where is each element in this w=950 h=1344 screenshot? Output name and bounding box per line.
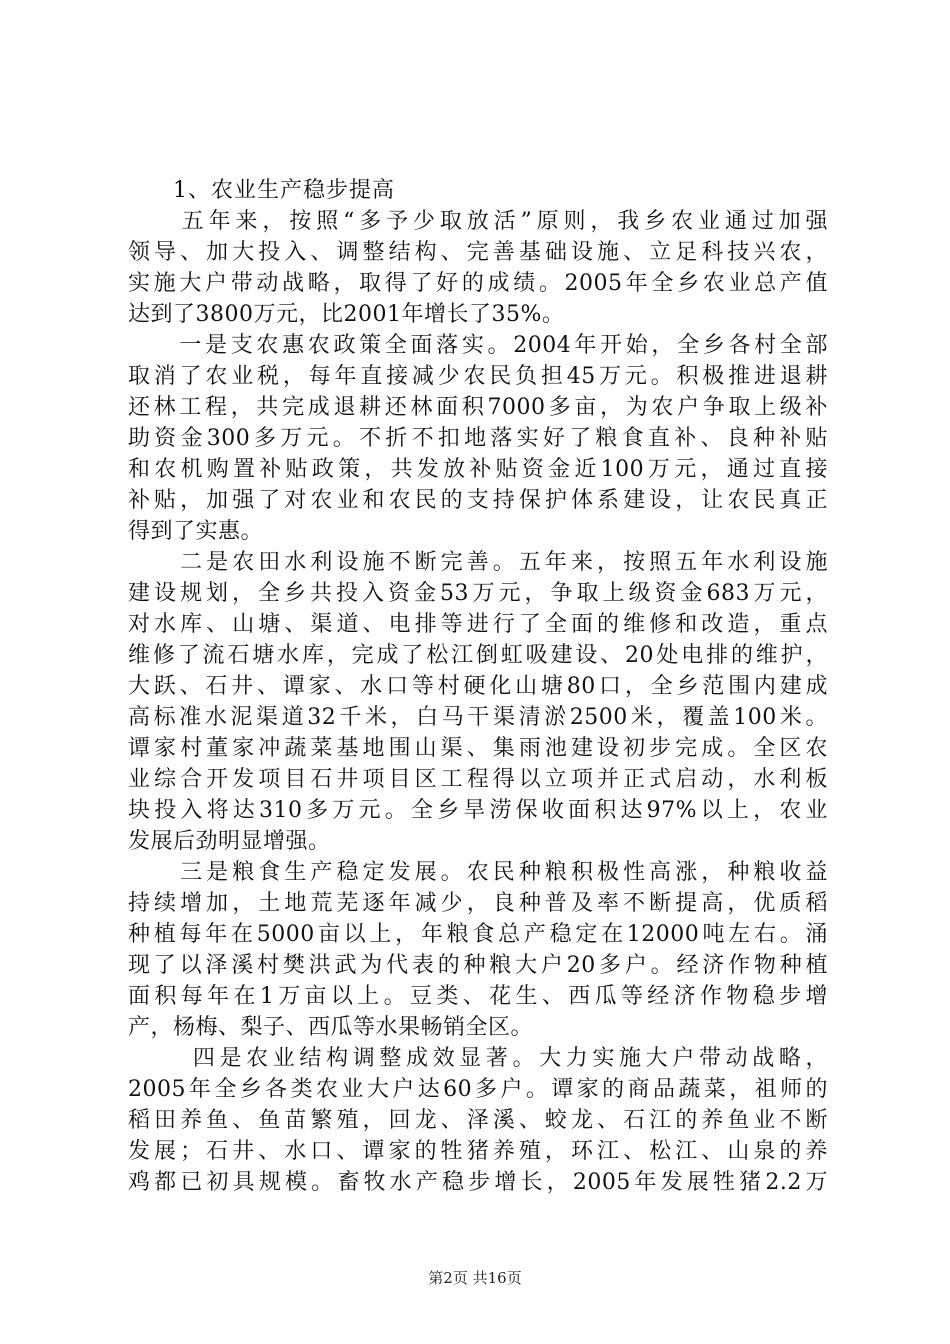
paragraph-line: 产，杨梅、梨子、西瓜等水果畅销全区。 bbox=[128, 1015, 534, 1040]
paragraph-line: 五年来，按照“多予少取放活”原则，我乡农业通过加强 bbox=[128, 209, 828, 234]
section-heading: 1、农业生产稳步提高 bbox=[173, 178, 395, 203]
paragraph-line: 和农机购置补贴政策，共发放补贴资金近100万元，通过直接 bbox=[128, 457, 828, 482]
paragraph-line: 2005年全乡各类农业大户达60多户。谭家的商品蔬菜，祖师的 bbox=[128, 1077, 828, 1102]
paragraph-line: 对水库、山塘、渠道、电排等进行了全面的维修和改造，重点 bbox=[128, 612, 828, 637]
paragraph-line: 发展；石井、水口、谭家的牲猪养殖，环江、松江、山泉的养 bbox=[128, 1139, 828, 1164]
paragraph-line: 维修了流石塘水库，完成了松江倒虹吸建设、20处电排的维护， bbox=[128, 643, 828, 668]
paragraph-line: 领导、加大投入、调整结构、完善基础设施、立足科技兴农， bbox=[128, 240, 828, 265]
paragraph-line: 业综合开发项目石井项目区工程得以立项并正式启动，水利板 bbox=[128, 767, 828, 792]
paragraph-line: 补贴，加强了对农业和农民的支持保护体系建设，让农民真正 bbox=[128, 488, 828, 513]
paragraph-line: 实施大户带动战略，取得了好的成绩。2005年全乡农业总产值 bbox=[128, 271, 828, 296]
paragraph-line: 助资金300多万元。不折不扣地落实好了粮食直补、良种补贴 bbox=[128, 426, 828, 451]
paragraph-line: 高标准水泥渠道32千米，白马干渠清淤2500米，覆盖100米。 bbox=[128, 705, 828, 730]
paragraph-line: 得到了实惠。 bbox=[128, 519, 264, 544]
paragraph-line: 建设规划，全乡共投入资金53万元，争取上级资金683万元， bbox=[128, 581, 828, 606]
paragraph-line: 现了以泽溪村樊洪武为代表的种粮大户20多户。经济作物种植 bbox=[128, 953, 828, 978]
paragraph-line: 达到了3800万元，比2001年增长了35%。 bbox=[128, 302, 565, 327]
paragraph-line: 发展后劲明显增强。 bbox=[128, 829, 331, 854]
page-number-footer: 第2页 共16页 bbox=[428, 1269, 522, 1287]
paragraph-line: 三是粮食生产稳定发展。农民种粮积极性高涨，种粮收益 bbox=[128, 860, 828, 885]
paragraph-line: 鸡都已初具规模。畜牧水产稳步增长，2005年发展牲猪2.2万 bbox=[128, 1170, 828, 1195]
paragraph-line: 面积每年在1万亩以上。豆类、花生、西瓜等经济作物稳步增 bbox=[128, 984, 828, 1009]
paragraph-line: 二是农田水利设施不断完善。五年来，按照五年水利设施 bbox=[128, 550, 828, 575]
paragraph-line: 还林工程，共完成退耕还林面积7000多亩，为农户争取上级补 bbox=[128, 395, 828, 420]
paragraph-line: 大跃、石井、谭家、水口等村硬化山塘80口，全乡范围内建成 bbox=[128, 674, 828, 699]
paragraph-line: 谭家村董家冲蔬菜基地围山渠、集雨池建设初步完成。全区农 bbox=[128, 736, 828, 761]
paragraph-line: 取消了农业税，每年直接减少农民负担45万元。积极推进退耕 bbox=[128, 364, 828, 389]
paragraph-line: 稻田养鱼、鱼苗繁殖，回龙、泽溪、蛟龙、石江的养鱼业不断 bbox=[128, 1108, 828, 1133]
paragraph-line: 块投入将达310多万元。全乡旱涝保收面积达97%以上，农业 bbox=[128, 798, 828, 823]
paragraph-line: 四是农业结构调整成效显著。大力实施大户带动战略， bbox=[128, 1046, 828, 1071]
paragraph-line: 种植每年在5000亩以上，年粮食总产稳定在12000吨左右。涌 bbox=[128, 922, 828, 947]
paragraph-line: 一是支农惠农政策全面落实。2004年开始，全乡各村全部 bbox=[128, 333, 828, 358]
paragraph-line: 持续增加，土地荒芜逐年减少，良种普及率不断提高，优质稻 bbox=[128, 891, 828, 916]
body-text bbox=[128, 175, 828, 1198]
